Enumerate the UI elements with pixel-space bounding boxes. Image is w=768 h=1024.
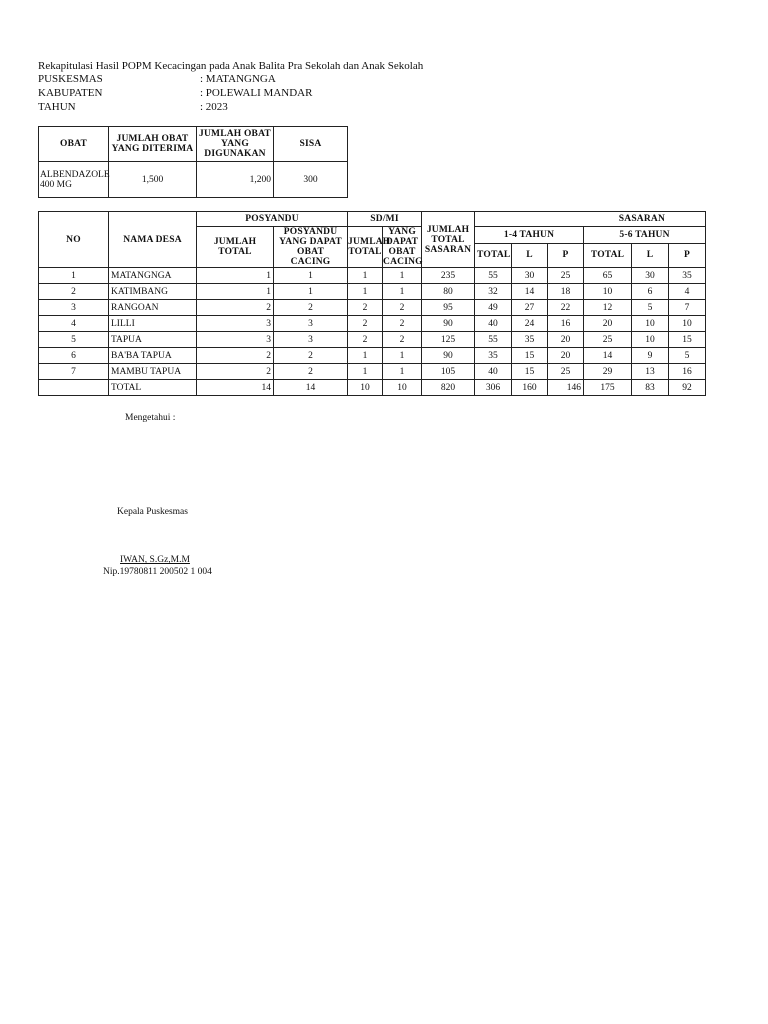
desa-cell: LILLI <box>109 316 197 332</box>
sd-obat-cell: 1 <box>383 284 422 300</box>
no-cell: 4 <box>39 316 109 332</box>
table-row <box>39 284 706 300</box>
desa-cell: TAPUA <box>109 332 197 348</box>
puskesmas-value: : MATANGNGA <box>200 73 276 85</box>
pos-obat-cell: 3 <box>274 332 348 348</box>
diterima-header: JUMLAH OBAT YANG DITERIMA <box>109 127 197 162</box>
posyandu-total-header: JUMLAH TOTAL <box>197 227 274 268</box>
no-header: NO <box>39 212 109 268</box>
pos-obat-cell: 2 <box>274 300 348 316</box>
t56-cell: 65 <box>584 268 632 284</box>
signatory-name: IWAN, S.Gz,M.M <box>120 555 190 565</box>
jumlah-sasaran-header: JUMLAH TOTAL SASARAN <box>422 212 475 268</box>
no-cell: 7 <box>39 364 109 380</box>
p14-cell: 16 <box>548 316 584 332</box>
l56-cell: 13 <box>632 364 669 380</box>
total-1-4-header: TOTAL <box>475 243 512 267</box>
l14-cell: 35 <box>512 332 548 348</box>
pos-total-cell: 14 <box>197 380 274 396</box>
l56-cell: 10 <box>632 332 669 348</box>
obat-name-cell: ALBENDAZOLE 400 MG <box>39 162 109 198</box>
t14-cell: 40 <box>475 364 512 380</box>
pos-total-cell: 2 <box>197 348 274 364</box>
pos-total-cell: 3 <box>197 332 274 348</box>
p14-cell: 146 <box>548 380 584 396</box>
table-row <box>39 348 706 364</box>
p14-cell: 22 <box>548 300 584 316</box>
l-5-6-header: L <box>632 243 669 267</box>
desa-cell: RANGOAN <box>109 300 197 316</box>
l14-cell: 15 <box>512 348 548 364</box>
obat-header: OBAT <box>39 127 109 162</box>
sd-obat-cell: 1 <box>383 364 422 380</box>
no-cell: 2 <box>39 284 109 300</box>
p56-cell: 5 <box>669 348 706 364</box>
total-5-6-header: TOTAL <box>584 243 632 267</box>
sd-obat-cell: 1 <box>383 268 422 284</box>
digunakan-header: JUMLAH OBAT YANG DIGUNAKAN <box>197 127 274 162</box>
obat-table <box>38 126 348 198</box>
table-row <box>39 332 706 348</box>
age-1-4-header: 1-4 TAHUN <box>475 227 584 244</box>
p-5-6-header: P <box>669 243 706 267</box>
sd-total-cell: 10 <box>348 380 383 396</box>
report-title: Rekapitulasi Hasil POPM Kecacingan pada Anak Balita Pra Sekolah dan Anak Sekolah <box>38 60 424 72</box>
desa-cell: MATANGNGA <box>109 268 197 284</box>
pos-total-cell: 2 <box>197 300 274 316</box>
sdmi-obat-header: YANG DAPAT OBAT CACING <box>383 227 423 267</box>
p14-cell: 20 <box>548 332 584 348</box>
p56-cell: 92 <box>669 380 706 396</box>
sd-total-cell: 1 <box>348 268 383 284</box>
pos-obat-cell: 1 <box>274 268 348 284</box>
pos-total-cell: 1 <box>197 284 274 300</box>
total-label-cell: TOTAL <box>109 380 197 396</box>
puskesmas-label: PUSKESMAS <box>38 73 103 85</box>
l56-cell: 5 <box>632 300 669 316</box>
table-row <box>39 364 706 380</box>
kabupaten-value: : POLEWALI MANDAR <box>200 87 313 99</box>
sasaran-cell: 820 <box>422 380 475 396</box>
no-cell: 5 <box>39 332 109 348</box>
l56-cell: 83 <box>632 380 669 396</box>
p14-cell: 25 <box>548 364 584 380</box>
no-cell: 1 <box>39 268 109 284</box>
kabupaten-label: KABUPATEN <box>38 87 103 99</box>
t14-cell: 35 <box>475 348 512 364</box>
pos-obat-cell: 3 <box>274 316 348 332</box>
posyandu-obat-header: POSYANDU YANG DAPAT OBAT CACING <box>274 227 348 268</box>
desa-cell: MAMBU TAPUA <box>109 364 197 380</box>
sasaran-cell: 95 <box>422 300 475 316</box>
sasaran-cell: 80 <box>422 284 475 300</box>
l-1-4-header: L <box>512 243 548 267</box>
l14-cell: 160 <box>512 380 548 396</box>
pos-total-cell: 2 <box>197 364 274 380</box>
sasaran-cell: 90 <box>422 316 475 332</box>
t14-cell: 55 <box>475 332 512 348</box>
sasaran-cell: 125 <box>422 332 475 348</box>
table-row <box>39 300 706 316</box>
posyandu-header: POSYANDU <box>197 212 348 227</box>
l14-cell: 24 <box>512 316 548 332</box>
p56-cell: 10 <box>669 316 706 332</box>
t14-cell: 55 <box>475 268 512 284</box>
p14-cell: 20 <box>548 348 584 364</box>
table-row <box>39 268 706 284</box>
sd-obat-cell: 2 <box>383 332 422 348</box>
l14-cell: 14 <box>512 284 548 300</box>
sd-total-cell: 2 <box>348 300 383 316</box>
sd-obat-cell: 1 <box>383 348 422 364</box>
p14-cell: 25 <box>548 268 584 284</box>
l56-cell: 9 <box>632 348 669 364</box>
tahun-value: : 2023 <box>200 101 228 113</box>
sisa-header: SISA <box>274 127 348 162</box>
t56-cell: 29 <box>584 364 632 380</box>
total-row <box>39 380 706 396</box>
desa-cell: BA'BA TAPUA <box>109 348 197 364</box>
sd-obat-cell: 2 <box>383 316 422 332</box>
empty-cell <box>39 380 109 396</box>
no-cell: 3 <box>39 300 109 316</box>
sd-obat-cell: 10 <box>383 380 422 396</box>
pos-obat-cell: 2 <box>274 364 348 380</box>
t56-cell: 20 <box>584 316 632 332</box>
sasaran-cell: 90 <box>422 348 475 364</box>
t56-cell: 25 <box>584 332 632 348</box>
no-cell: 6 <box>39 348 109 364</box>
sasaran-header: SASARAN <box>475 212 706 227</box>
pos-total-cell: 1 <box>197 268 274 284</box>
main-table <box>38 211 706 396</box>
sisa-cell: 300 <box>274 162 348 198</box>
pos-obat-cell: 14 <box>274 380 348 396</box>
p14-cell: 18 <box>548 284 584 300</box>
p-1-4-header: P <box>548 243 584 267</box>
sd-total-cell: 1 <box>348 364 383 380</box>
sdmi-total-header: JUMLAH TOTAL <box>348 227 383 268</box>
sasaran-cell: 235 <box>422 268 475 284</box>
l14-cell: 30 <box>512 268 548 284</box>
digunakan-cell: 1,200 <box>197 162 274 198</box>
sasaran-cell: 105 <box>422 364 475 380</box>
l56-cell: 30 <box>632 268 669 284</box>
signatory-nip: Nip.19780811 200502 1 004 <box>103 567 212 577</box>
t56-cell: 175 <box>584 380 632 396</box>
p56-cell: 15 <box>669 332 706 348</box>
sd-obat-cell: 2 <box>383 300 422 316</box>
age-5-6-header: 5-6 TAHUN <box>584 227 706 244</box>
l56-cell: 10 <box>632 316 669 332</box>
sd-total-cell: 1 <box>348 348 383 364</box>
t14-cell: 32 <box>475 284 512 300</box>
l56-cell: 6 <box>632 284 669 300</box>
diterima-cell: 1,500 <box>109 162 197 198</box>
pos-total-cell: 3 <box>197 316 274 332</box>
tahun-label: TAHUN <box>38 101 76 113</box>
jabatan-label: Kepala Puskesmas <box>117 507 188 517</box>
t56-cell: 12 <box>584 300 632 316</box>
p56-cell: 7 <box>669 300 706 316</box>
desa-cell: KATIMBANG <box>109 284 197 300</box>
sdmi-header: SD/MI <box>348 212 422 227</box>
l14-cell: 15 <box>512 364 548 380</box>
sd-total-cell: 1 <box>348 284 383 300</box>
t14-cell: 40 <box>475 316 512 332</box>
sd-total-cell: 2 <box>348 316 383 332</box>
t56-cell: 14 <box>584 348 632 364</box>
p56-cell: 4 <box>669 284 706 300</box>
pos-obat-cell: 2 <box>274 348 348 364</box>
p56-cell: 16 <box>669 364 706 380</box>
sd-total-cell: 2 <box>348 332 383 348</box>
l14-cell: 27 <box>512 300 548 316</box>
t14-cell: 306 <box>475 380 512 396</box>
t56-cell: 10 <box>584 284 632 300</box>
pos-obat-cell: 1 <box>274 284 348 300</box>
p56-cell: 35 <box>669 268 706 284</box>
desa-header: NAMA DESA <box>109 212 197 268</box>
t14-cell: 49 <box>475 300 512 316</box>
mengetahui-label: Mengetahui : <box>125 413 176 423</box>
table-row <box>39 316 706 332</box>
